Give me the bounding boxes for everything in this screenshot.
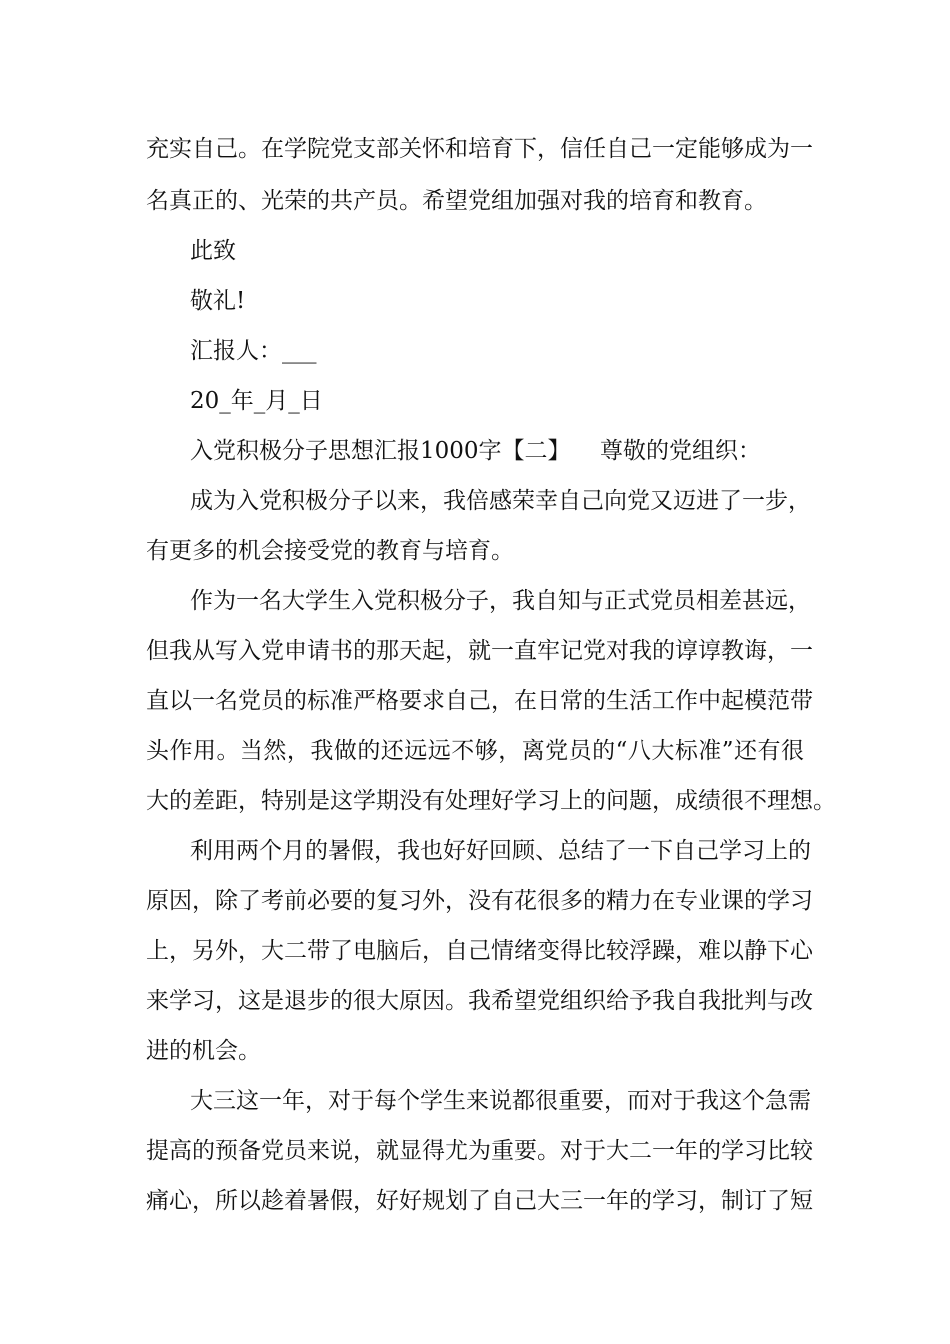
closing-cizhi: 此致 bbox=[190, 238, 236, 264]
paragraph-line: 作为一名大学生入党积极分子，我自知与正式党员相差甚远， bbox=[190, 588, 811, 614]
paragraph-line: 原因，除了考前必要的复习外，没有花很多的精力在专业课的学习 bbox=[146, 888, 813, 914]
body-line: 充实自己。在学院党支部关怀和培育下，信任自己一定能够成为一 bbox=[146, 136, 813, 162]
paragraph-line: 有更多的机会接受党的教育与培育。 bbox=[146, 538, 514, 564]
paragraph-line: 提高的预备党员来说，就显得尤为重要。对于大二一年的学习比较 bbox=[146, 1138, 813, 1164]
paragraph-line: 痛心，所以趁着暑假，好好规划了自己大三一年的学习，制订了短 bbox=[146, 1188, 813, 1214]
paragraph-line: 大三这一年，对于每个学生来说都很重要，而对于我这个急需 bbox=[190, 1088, 811, 1114]
body-line: 名真正的、光荣的共产员。希望党组加强对我的培育和教育。 bbox=[146, 188, 767, 214]
paragraph-line: 头作用。当然，我做的还远远不够，离党员的“八大标准”还有很 bbox=[146, 738, 804, 764]
reporter-signature-line: 汇报人：___ bbox=[190, 338, 317, 364]
salutation: 尊敬的党组织： bbox=[600, 438, 761, 464]
paragraph-line: 但我从写入党申请书的那天起，就一直牢记党对我的谆谆教诲，一 bbox=[146, 638, 813, 664]
paragraph-line: 利用两个月的暑假，我也好好回顾、总结了一下自己学习上的 bbox=[190, 838, 811, 864]
paragraph-line: 上，另外，大二带了电脑后，自己情绪变得比较浮躁，难以静下心 bbox=[146, 938, 813, 964]
closing-jingli: 敬礼! bbox=[190, 288, 246, 314]
report-title: 入党积极分子思想汇报1000字【二】 bbox=[190, 438, 571, 464]
paragraph-line: 成为入党积极分子以来，我倍感荣幸自己向党又迈进了一步， bbox=[190, 488, 811, 514]
paragraph-line: 直以一名党员的标准严格要求自己，在日常的生活工作中起模范带 bbox=[146, 688, 813, 714]
date-line: 20_年_月_日 bbox=[190, 388, 323, 414]
paragraph-line: 大的差距，特别是这学期没有处理好学习上的问题，成绩很不理想。 bbox=[146, 788, 836, 814]
paragraph-line: 来学习，这是退步的很大原因。我希望党组织给予我自我批判与改 bbox=[146, 988, 813, 1014]
paragraph-line: 进的机会。 bbox=[146, 1038, 261, 1064]
